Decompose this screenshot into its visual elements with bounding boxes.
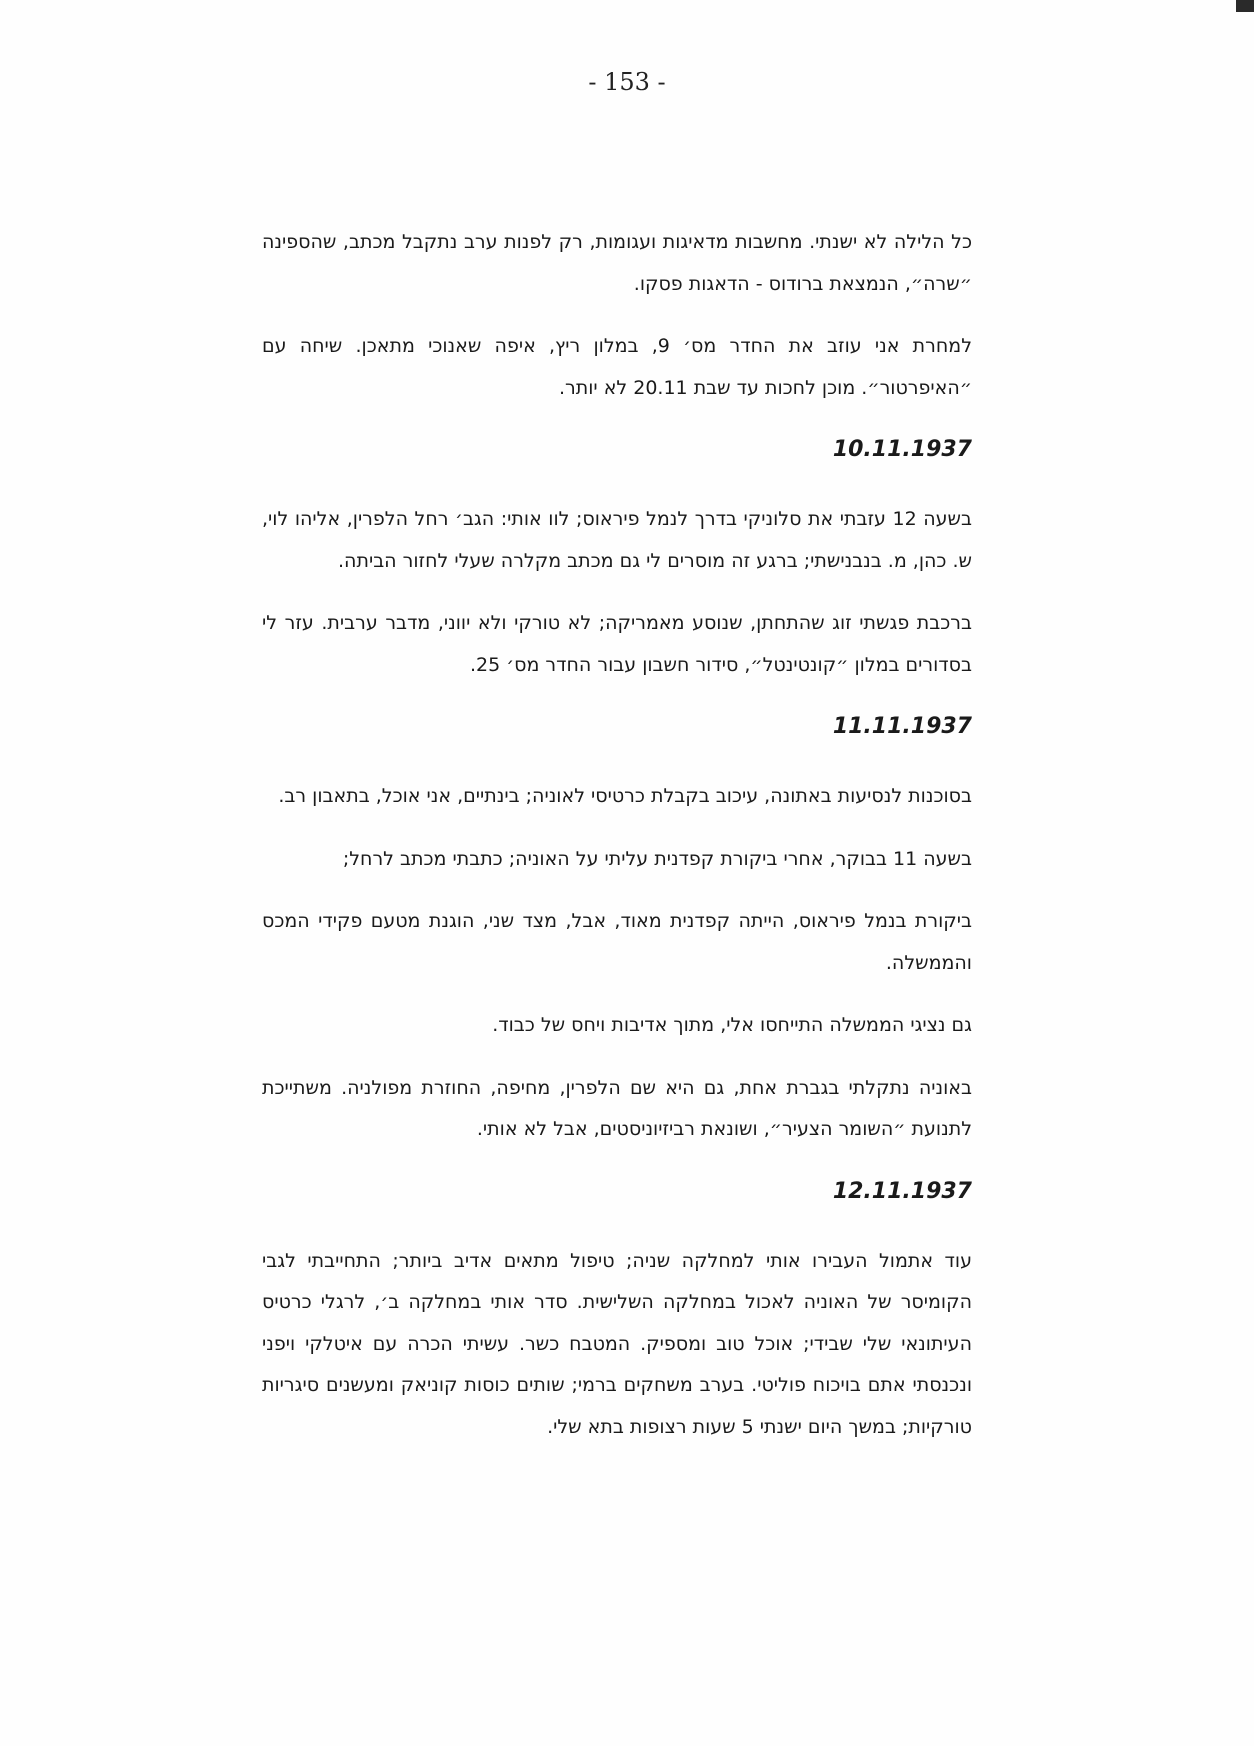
paragraph: בשעה 12 עזבתי את סלוניקי בדרך לנמל פיראוס; לוו אותי: הגב׳ רחל הלפרין, אליהו לוי, ש. כהן, מ. בנבנישתי; ברגע זה מוסרים לי גם מכתב מקלרה שעלי לחזור הביתה.: [262, 508, 972, 572]
paragraph: עוד אתמול העבירו אותי למחלקה שניה; טיפול מתאים אדיב ביותר; התחייבתי לגבי הקומיסר של האוניה לאכול במחלקה השלישית. סדר אותי במחלקה ב׳, לרגלי כרטיס העיתונאי שלי שבידי; אוכל טוב ומספיק. המטבח כשר. עשיתי הכרה עם איטלקי ויפני ונכנסתי אתם בויכוח פוליטי. בערב משחקים ברמי; שותים כוסות קוניאק ומעשנים סיגריות טורקיות; במשך היום ישנתי 5 שעות רצופות בתא שלי.: [262, 1249, 972, 1438]
entry-date: 12.11.1937: [832, 1178, 972, 1204]
paragraph: כל הלילה לא ישנתי. מחשבות מדאיגות ועגומות, רק לפנות ערב נתקבל מכתב, שהספינה ״שרה״, הנמצאת ברודוס - הדאגות פסקו.: [262, 231, 972, 295]
paragraph: ברכבת פגשתי זוג שהתחתן, שנוסע מאמריקה; לא טורקי ולא יווני, מדבר ערבית. עזר לי בסדורים במלון ״קונטינטל״, סידור חשבון עבור החדר מס׳ 25.: [262, 612, 972, 676]
entry-date: 11.11.1937: [832, 714, 972, 739]
diary-text: [262, 222, 972, 1469]
paragraph: בסוכנות לנסיעות באתונה, עיכוב בקבלת כרטיסי לאוניה; בינתיים, אני אוכל, בתאבון רב.: [278, 785, 972, 807]
entry-date: 10.11.1937: [832, 437, 972, 462]
paragraph: גם נציגי הממשלה התייחסו אלי, מתוך אדיבות ויחס של כבוד.: [492, 1014, 972, 1036]
paragraph: באוניה נתקלתי בגברת אחת, גם היא שם הלפרין, מחיפה, החוזרת מפולניה. משתייכת לתנועת ״השומר הצעיר״, ושונאת רביזיוניסטים, אבל לא אותי.: [262, 1076, 972, 1140]
paragraph: בשעה 11 בבוקר, אחרי ביקורת קפדנית עליתי על האוניה; כתבתי מכתב לרחל;: [342, 847, 972, 870]
scan-corner-mark: [1236, 0, 1254, 12]
paragraph: ביקורת בנמל פיראוס, הייתה קפדנית מאוד, אבל, מצד שני, הוגנת מטעם פקידי המכס והממשלה.: [262, 910, 972, 974]
page-number: - 153 -: [588, 68, 666, 96]
paragraph: למחרת אני עוזב את החדר מס׳ 9, במלון ריץ, איפה שאנוכי מתאכן. שיחה עם ״האיפרטור״. מוכן לחכות עד שבת 20.11 לא יותר.: [262, 335, 972, 399]
